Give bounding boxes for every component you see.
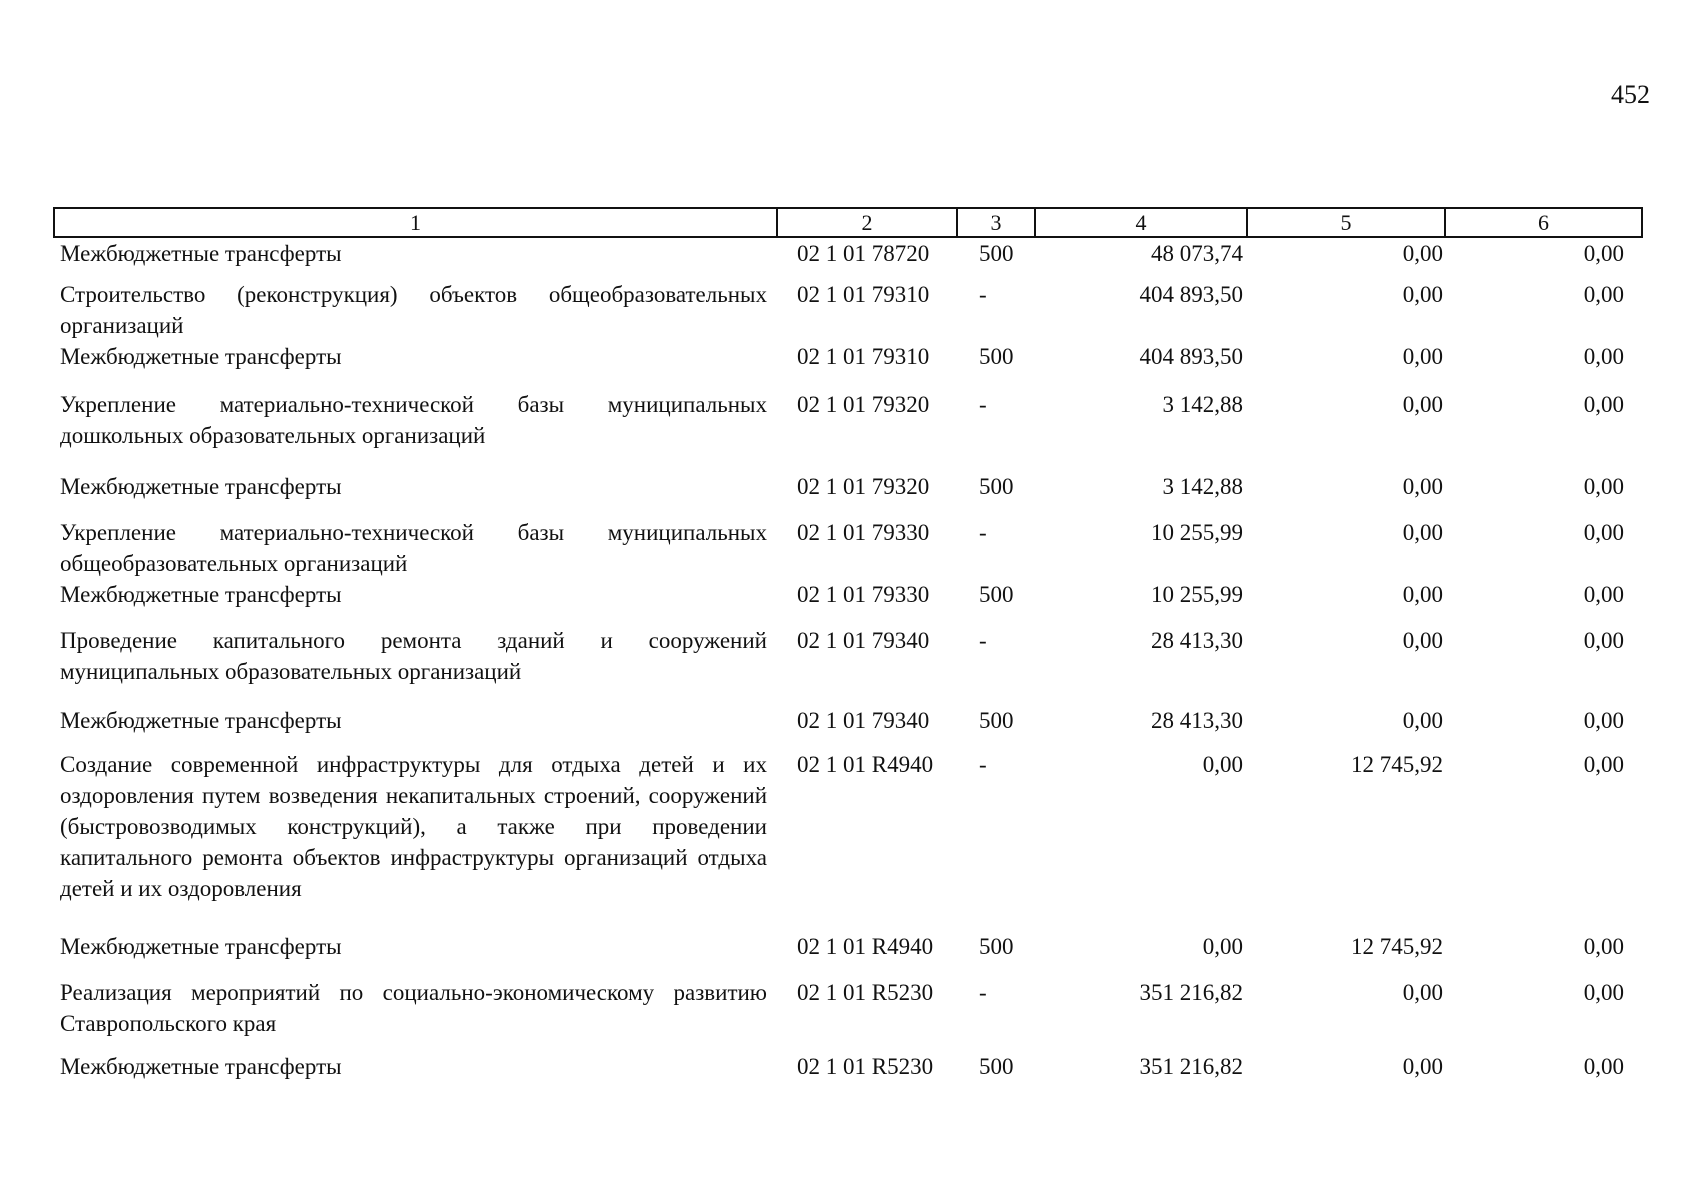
row-code: 02 1 01 79330	[797, 520, 930, 545]
table-row	[54, 749, 1642, 931]
row-vr: 500	[979, 708, 1014, 733]
row-vr: 500	[979, 582, 1014, 607]
row-code: 02 1 01 79340	[797, 628, 930, 653]
row-value-4: 0,00	[1202, 934, 1243, 959]
row-value-4: 0,00	[1202, 752, 1243, 777]
row-value-5: 0,00	[1402, 708, 1443, 733]
table-row	[54, 625, 1642, 705]
row-value-4: 351 216,82	[1139, 1054, 1243, 1079]
row-vr: -	[979, 628, 987, 653]
row-value-6: 0,00	[1583, 1054, 1624, 1079]
row-value-4: 351 216,82	[1139, 980, 1243, 1005]
row-code: 02 1 01 79340	[797, 708, 930, 733]
row-code: 02 1 01 78720	[797, 241, 930, 266]
row-code: 02 1 01 79320	[797, 474, 930, 499]
row-code: 02 1 01 R4940	[797, 752, 934, 777]
row-value-5: 0,00	[1402, 241, 1443, 266]
row-value-6: 0,00	[1583, 980, 1624, 1005]
column-header-3: 3	[957, 208, 1035, 237]
row-value-5: 12 745,92	[1351, 934, 1443, 959]
row-code: 02 1 01 R5230	[797, 980, 934, 1005]
row-name: Создание современной инфраструктуры для отдыха детей и их оздоровления путем возведения некапитальных строений, сооружений (быстровозводимых конструкций), а также при проведении капитального ремонта объектов инфраструктуры организаций отдыха детей и их оздоровления	[60, 752, 767, 901]
row-vr: 500	[979, 1054, 1014, 1079]
row-code: 02 1 01 79310	[797, 282, 930, 307]
row-name: Укрепление материально-технической базы муниципальных дошкольных образовательных организаций	[60, 392, 767, 448]
row-name: Межбюджетные трансферты	[60, 344, 342, 369]
row-name: Межбюджетные трансферты	[60, 1054, 342, 1079]
row-vr: 500	[979, 241, 1014, 266]
table-row	[54, 977, 1642, 1051]
table-row	[54, 389, 1642, 471]
row-value-4: 404 893,50	[1139, 344, 1243, 369]
row-value-6: 0,00	[1583, 752, 1624, 777]
row-vr: -	[979, 282, 987, 307]
table-row	[54, 1051, 1642, 1091]
row-value-5: 0,00	[1402, 282, 1443, 307]
row-value-6: 0,00	[1583, 241, 1624, 266]
table-body	[54, 237, 1642, 1091]
row-code: 02 1 01 79320	[797, 392, 930, 417]
row-value-6: 0,00	[1583, 934, 1624, 959]
row-name: Межбюджетные трансферты	[60, 474, 342, 499]
table-row	[54, 705, 1642, 749]
row-value-5: 0,00	[1402, 520, 1443, 545]
row-vr: -	[979, 392, 987, 417]
row-value-4: 3 142,88	[1162, 392, 1243, 417]
column-header-2: 2	[777, 208, 957, 237]
row-name: Межбюджетные трансферты	[60, 934, 342, 959]
row-vr: -	[979, 520, 987, 545]
row-vr: 500	[979, 344, 1014, 369]
page-number: 452	[1611, 80, 1650, 109]
row-code: 02 1 01 79310	[797, 344, 930, 369]
row-value-4: 3 142,88	[1162, 474, 1243, 499]
budget-table	[53, 207, 1643, 1091]
table-row	[54, 341, 1642, 389]
row-value-4: 10 255,99	[1151, 520, 1243, 545]
column-header-5: 5	[1247, 208, 1445, 237]
row-name: Проведение капитального ремонта зданий и сооружений муниципальных образовательных организаций	[60, 628, 767, 684]
column-header-6: 6	[1445, 208, 1642, 237]
row-value-4: 28 413,30	[1151, 628, 1243, 653]
row-value-6: 0,00	[1583, 344, 1624, 369]
row-value-6: 0,00	[1583, 282, 1624, 307]
row-code: 02 1 01 R4940	[797, 934, 934, 959]
row-name: Межбюджетные трансферты	[60, 708, 342, 733]
row-value-5: 12 745,92	[1351, 752, 1443, 777]
row-name: Укрепление материально-технической базы муниципальных общеобразовательных организаций	[60, 520, 767, 576]
table-row	[54, 279, 1642, 341]
row-value-5: 0,00	[1402, 1054, 1443, 1079]
row-value-5: 0,00	[1402, 344, 1443, 369]
row-code: 02 1 01 R5230	[797, 1054, 934, 1079]
table-header	[54, 208, 1642, 237]
row-value-5: 0,00	[1402, 392, 1443, 417]
column-header-1: 1	[54, 208, 777, 237]
row-name: Реализация мероприятий по социально-экономическому развитию Ставропольского края	[60, 980, 767, 1036]
row-value-4: 404 893,50	[1139, 282, 1243, 307]
table-row	[54, 517, 1642, 579]
column-header-4: 4	[1035, 208, 1247, 237]
row-value-4: 10 255,99	[1151, 582, 1243, 607]
row-value-6: 0,00	[1583, 474, 1624, 499]
row-name: Межбюджетные трансферты	[60, 241, 342, 266]
row-vr: -	[979, 980, 987, 1005]
row-value-6: 0,00	[1583, 582, 1624, 607]
table-row	[54, 579, 1642, 625]
row-value-5: 0,00	[1402, 474, 1443, 499]
row-code: 02 1 01 79330	[797, 582, 930, 607]
row-value-4: 28 413,30	[1151, 708, 1243, 733]
row-vr: 500	[979, 934, 1014, 959]
row-name: Строительство (реконструкция) объектов общеобразовательных организаций	[60, 282, 767, 338]
row-vr: 500	[979, 474, 1014, 499]
table-row	[54, 931, 1642, 977]
row-value-5: 0,00	[1402, 628, 1443, 653]
row-value-6: 0,00	[1583, 392, 1624, 417]
row-value-6: 0,00	[1583, 520, 1624, 545]
row-name: Межбюджетные трансферты	[60, 582, 342, 607]
row-value-4: 48 073,74	[1151, 241, 1243, 266]
row-vr: -	[979, 752, 987, 777]
row-value-5: 0,00	[1402, 582, 1443, 607]
table-row	[54, 471, 1642, 517]
row-value-5: 0,00	[1402, 980, 1443, 1005]
row-value-6: 0,00	[1583, 708, 1624, 733]
row-value-6: 0,00	[1583, 628, 1624, 653]
table-row	[54, 237, 1642, 279]
